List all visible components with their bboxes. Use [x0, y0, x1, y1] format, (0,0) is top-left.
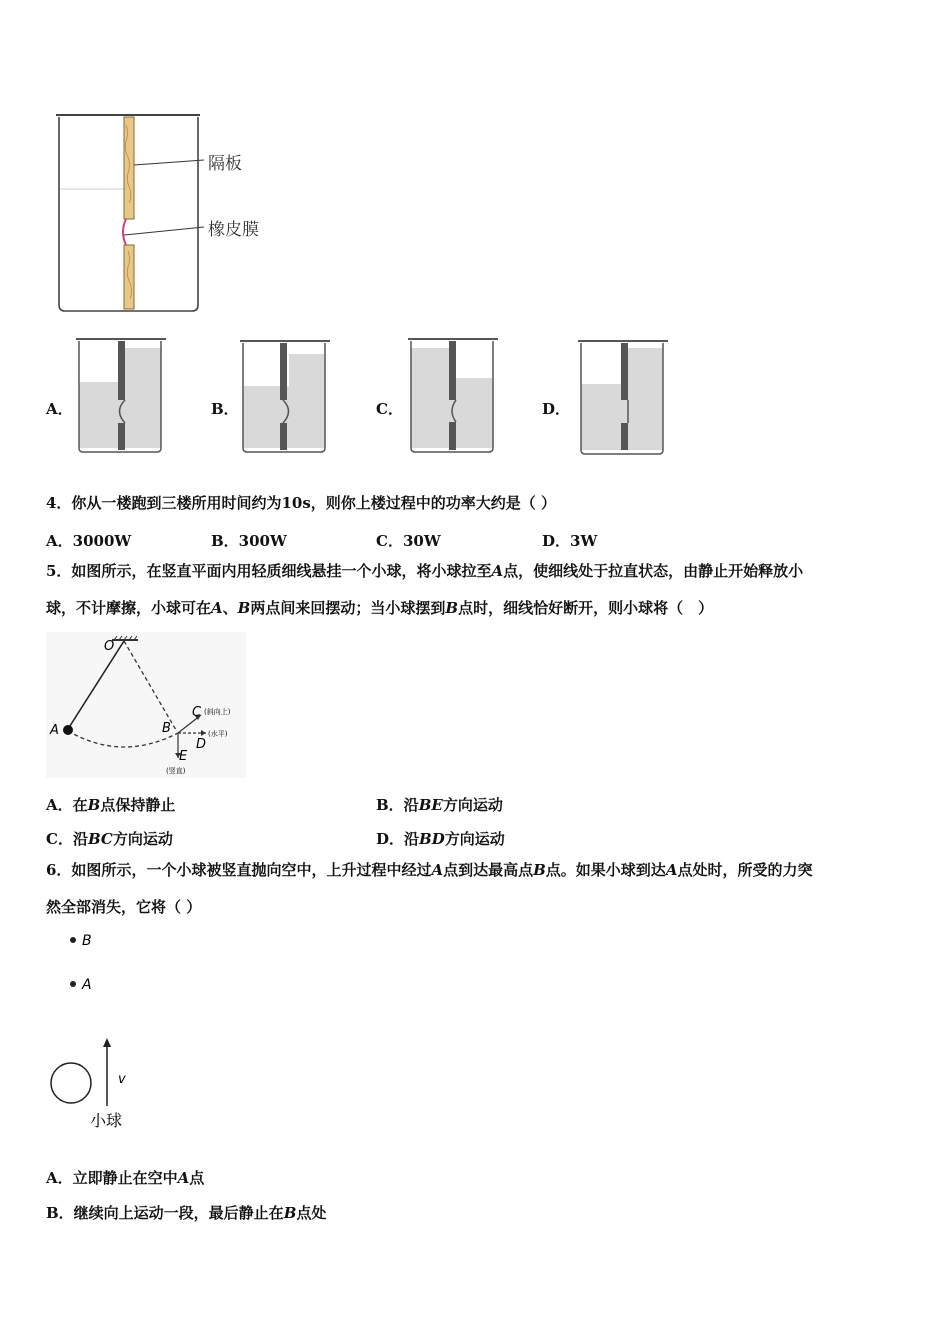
question-5-stem-line-1: 5．如图所示，在竖直平面内用轻质细线悬挂一个小球，将小球拉至A点，使细线处于拉直状态，由静止开始释放小 — [46, 562, 804, 580]
beaker-option-d-letter: D． — [542, 400, 571, 418]
question-5-stem-line-2: 球，不计摩擦，小球可在A、B两点间来回摆动；当小球摆到B点时，细线恰好断开，则小球将（ ） — [46, 599, 714, 617]
question-6-stem-line-1: 6．如图所示，一个小球被竖直抛向空中，上升过程中经过A点到达最高点B点。如果小球到达A点处时，所受的力突 — [46, 861, 813, 879]
ball-circle — [51, 1063, 91, 1103]
label-D-note: (水平) — [208, 730, 228, 738]
point-B-label: B — [82, 933, 92, 949]
label-C: C — [192, 705, 202, 720]
beaker-option-a-figure — [74, 336, 170, 460]
thrown-ball-figure — [40, 926, 160, 1140]
point-A-dot — [70, 981, 76, 987]
label-E-note: (竖直) — [166, 767, 186, 775]
question-4-stem: 4．你从一楼跑到三楼所用时间约为10s，则你上楼过程中的功率大约是（ ） — [46, 494, 556, 512]
question-5-option-a: A．在B点保持静止 — [46, 796, 176, 814]
question-4-option-c: C．30W — [376, 532, 441, 550]
label-E: E — [179, 749, 188, 764]
beaker-option-a-letter: A． — [46, 400, 73, 418]
question-5-option-c: C．沿BC方向运动 — [46, 830, 173, 848]
question-4-option-b: B．300W — [211, 532, 287, 550]
label-D: D — [196, 737, 207, 752]
velocity-label: v — [118, 1072, 126, 1087]
question-6-stem-line-2: 然全部消失，它将（ ） — [46, 898, 202, 916]
label-B: B — [162, 721, 171, 736]
point-A-label: A — [82, 977, 92, 993]
beaker-option-d-figure — [576, 336, 672, 464]
question-6-option-b: B．继续向上运动一段，最后静止在B点处 — [46, 1204, 327, 1222]
beaker-option-c-letter: C． — [376, 400, 403, 418]
label-A: A — [50, 723, 59, 738]
partition-beaker-drawing — [40, 105, 300, 320]
beaker-option-b-figure — [238, 336, 334, 460]
partition-beaker-figure — [40, 105, 300, 320]
question-5-option-d: D．沿BD方向运动 — [376, 830, 505, 848]
label-rubber-membrane: 橡皮膜 — [208, 220, 259, 240]
pendulum-figure — [46, 632, 246, 782]
point-B-dot — [70, 937, 76, 943]
label-O: O — [104, 639, 115, 654]
ball-label: 小球 — [90, 1111, 123, 1130]
label-partition: 隔板 — [208, 154, 242, 174]
question-5-option-b: B．沿BE方向运动 — [376, 796, 503, 814]
beaker-option-b-letter: B． — [211, 400, 239, 418]
label-C-note: (斜向上) — [204, 708, 231, 716]
question-6-option-a: A．立即静止在空中A点 — [46, 1169, 205, 1187]
question-4-option-d: D．3W — [542, 532, 598, 550]
beaker-option-c-figure — [406, 334, 502, 462]
question-4-option-a: A．3000W — [46, 532, 132, 550]
